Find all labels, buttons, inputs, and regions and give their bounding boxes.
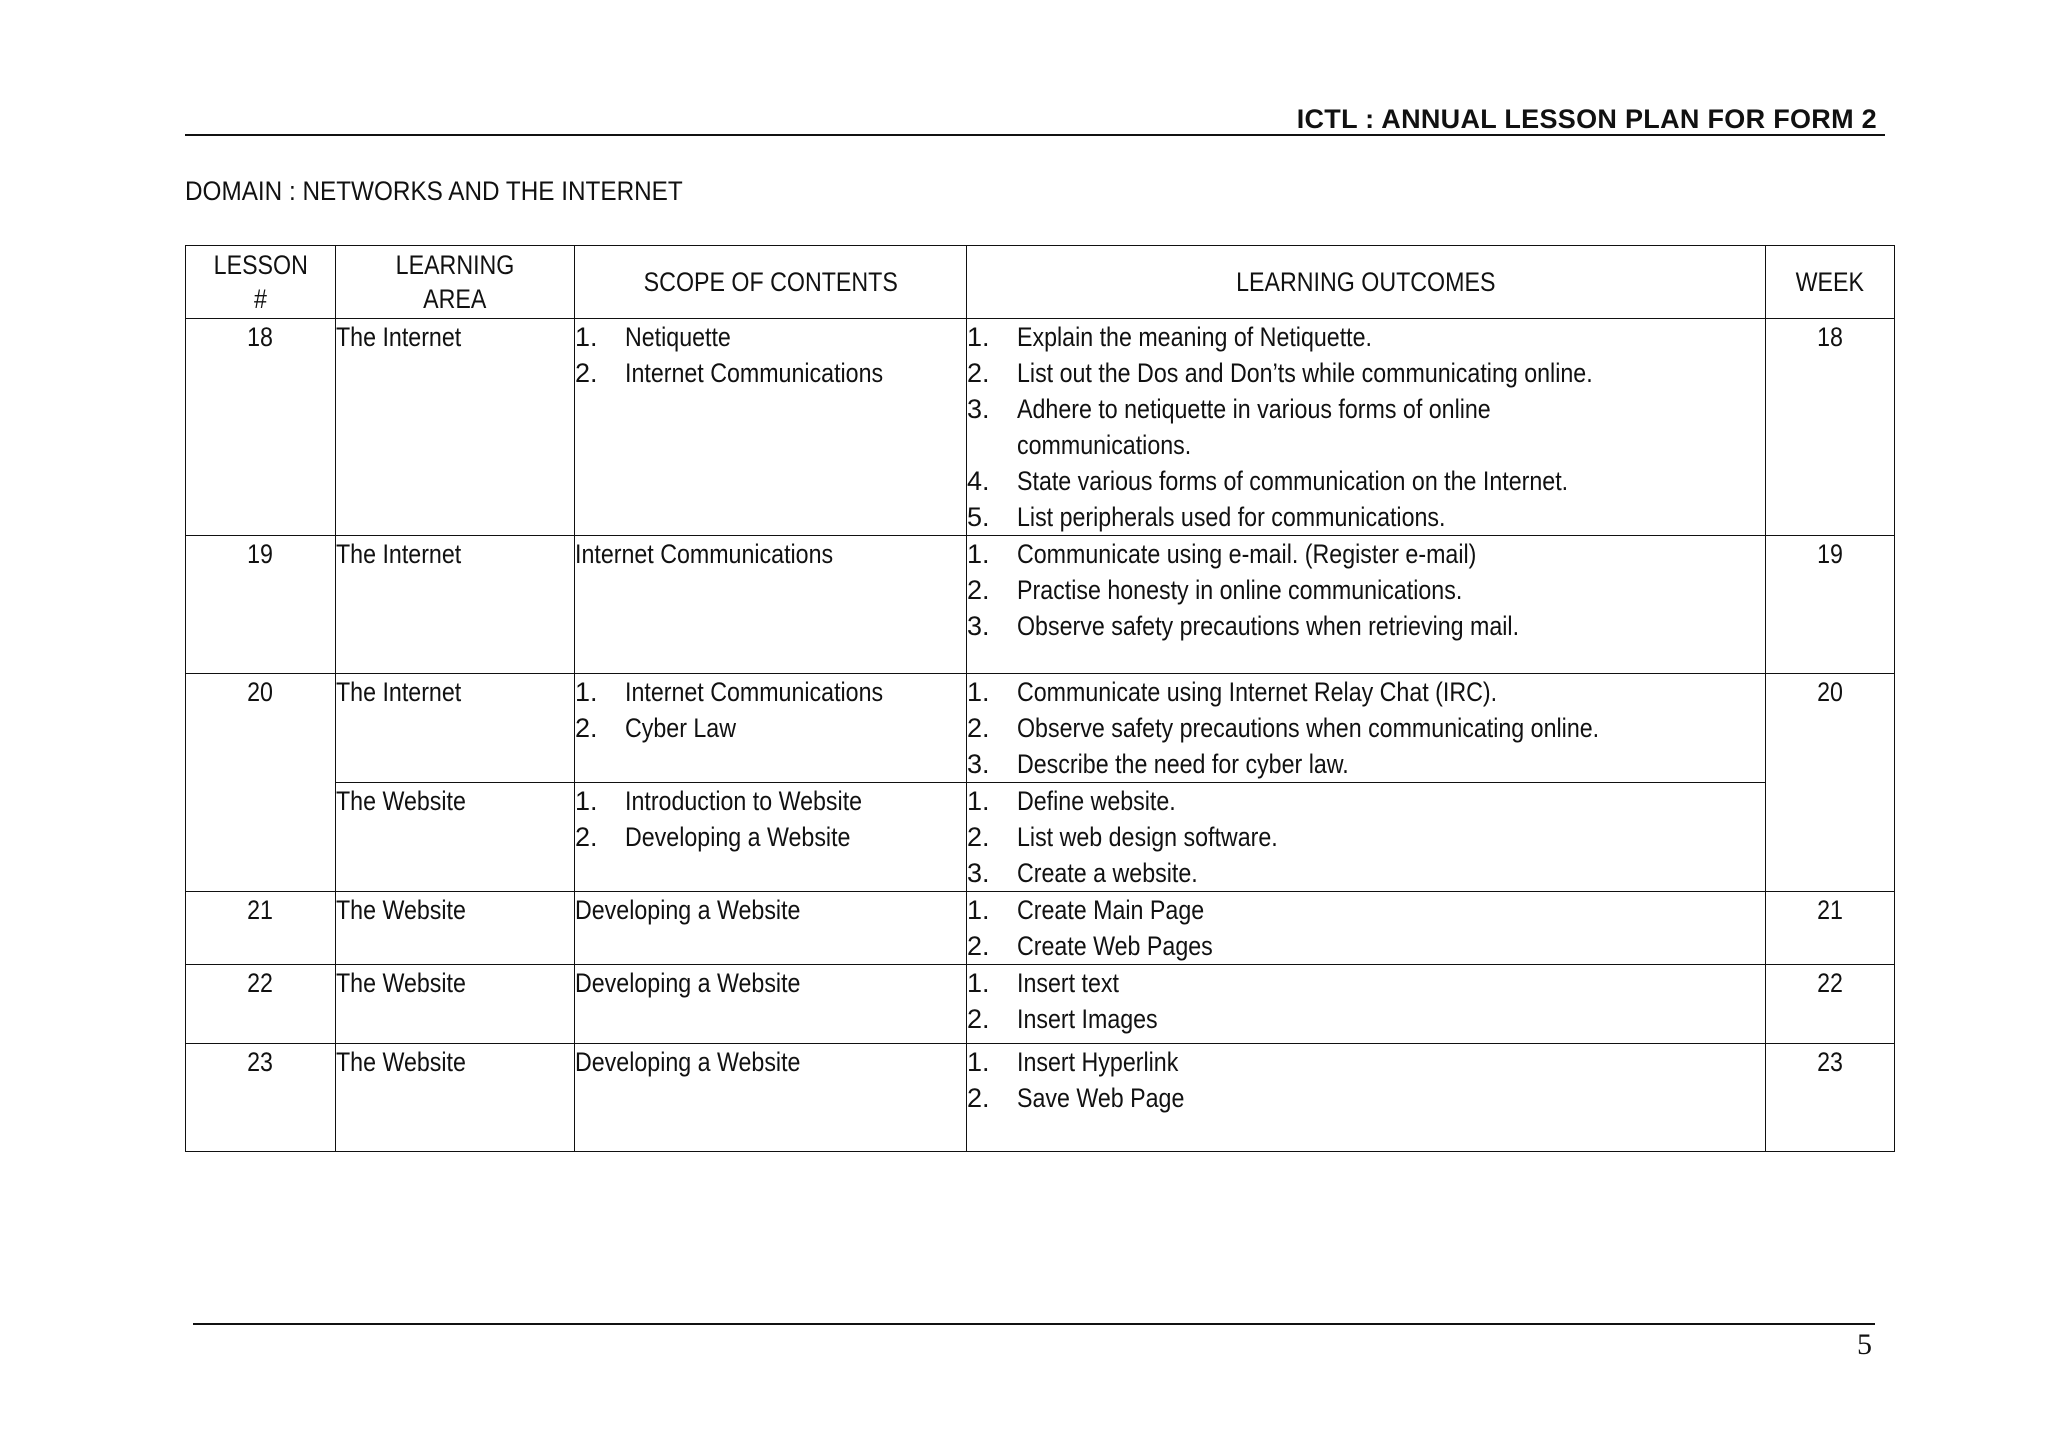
table-row bbox=[186, 674, 1895, 783]
week-number: 22 bbox=[1766, 965, 1895, 1044]
table-row bbox=[186, 319, 1895, 536]
list-item: 2. Developing a Website bbox=[575, 822, 851, 852]
column-header-scope: SCOPE OF CONTENTS bbox=[575, 246, 967, 319]
list-item: 2. List web design software. bbox=[967, 822, 1278, 852]
list-item: 3. Observe safety precautions when retrieving mail. bbox=[967, 611, 1520, 641]
lesson-number: 18 bbox=[186, 319, 336, 536]
list-item: 2. List out the Dos and Don’ts while communicating online. bbox=[967, 358, 1593, 388]
lesson-number: 20 bbox=[186, 674, 336, 892]
learning-outcomes bbox=[967, 319, 1766, 536]
learning-area: The Internet bbox=[336, 674, 575, 783]
list-item: 1. Internet Communications bbox=[575, 677, 884, 707]
learning-area: The Website bbox=[336, 1044, 575, 1152]
scope-of-contents bbox=[575, 319, 967, 536]
learning-outcomes bbox=[967, 674, 1766, 783]
list-item: 1. Netiquette bbox=[575, 322, 731, 352]
table-header-row bbox=[186, 246, 1895, 319]
list-item: 1. Communicate using e-mail. (Register e-mail) bbox=[967, 539, 1477, 569]
lesson-plan-table bbox=[185, 245, 1895, 1152]
week-number: 20 bbox=[1766, 674, 1895, 892]
column-header-outcomes: LEARNING OUTCOMES bbox=[967, 246, 1766, 319]
learning-outcomes bbox=[967, 783, 1766, 892]
learning-area: The Internet bbox=[336, 319, 575, 536]
list-item: 2. Cyber Law bbox=[575, 713, 736, 743]
list-item: 2. Insert Images bbox=[967, 1004, 1158, 1034]
learning-outcomes bbox=[967, 536, 1766, 674]
list-item: 1. Communicate using Internet Relay Chat (IRC). bbox=[967, 677, 1498, 707]
table-row bbox=[186, 783, 1895, 892]
scope-of-contents: Developing a Website bbox=[575, 1044, 967, 1152]
page-number: 5 bbox=[1857, 1328, 1872, 1361]
table-row bbox=[186, 536, 1895, 674]
learning-area: The Website bbox=[336, 965, 575, 1044]
scope-of-contents: Developing a Website bbox=[575, 965, 967, 1044]
learning-area: The Website bbox=[336, 783, 575, 892]
list-item: 1. Introduction to Website bbox=[575, 786, 863, 816]
list-item: 2. Practise honesty in online communications. bbox=[967, 575, 1463, 605]
list-item: 3. Create a website. bbox=[967, 858, 1198, 888]
list-item: 2. Create Web Pages bbox=[967, 931, 1213, 961]
table-row bbox=[186, 892, 1895, 965]
lesson-number: 22 bbox=[186, 965, 336, 1044]
list-item: 1. Define website. bbox=[967, 786, 1176, 816]
list-item: 2. Observe safety precautions when communicating online. bbox=[967, 713, 1600, 743]
week-number: 19 bbox=[1766, 536, 1895, 674]
footer-divider bbox=[193, 1323, 1875, 1325]
table-row bbox=[186, 1044, 1895, 1152]
page-header bbox=[185, 96, 1885, 136]
week-number: 21 bbox=[1766, 892, 1895, 965]
scope-of-contents bbox=[575, 674, 967, 783]
list-item: 1. Create Main Page bbox=[967, 895, 1205, 925]
lesson-number: 21 bbox=[186, 892, 336, 965]
lesson-number: 19 bbox=[186, 536, 336, 674]
list-item: 3. Describe the need for cyber law. bbox=[967, 749, 1349, 779]
learning-area: The Internet bbox=[336, 536, 575, 674]
list-item: 1. Insert Hyperlink bbox=[967, 1047, 1179, 1077]
column-header-lesson: LESSON # bbox=[186, 246, 336, 319]
list-item: 1. Insert text bbox=[967, 968, 1119, 998]
learning-outcomes bbox=[967, 892, 1766, 965]
lesson-number: 23 bbox=[186, 1044, 336, 1152]
scope-of-contents: Internet Communications bbox=[575, 536, 967, 674]
week-number: 23 bbox=[1766, 1044, 1895, 1152]
column-header-learning-area: LEARNING AREA bbox=[336, 246, 575, 319]
learning-area: The Website bbox=[336, 892, 575, 965]
learning-outcomes bbox=[967, 1044, 1766, 1152]
scope-of-contents bbox=[575, 783, 967, 892]
header-title: ICTL : ANNUAL LESSON PLAN FOR FORM 2 bbox=[1296, 104, 1877, 134]
table-row bbox=[186, 965, 1895, 1044]
learning-outcomes bbox=[967, 965, 1766, 1044]
list-item: 1. Explain the meaning of Netiquette. bbox=[967, 322, 1372, 352]
week-number: 18 bbox=[1766, 319, 1895, 536]
list-item: 2. Save Web Page bbox=[967, 1083, 1185, 1113]
domain-title: DOMAIN : NETWORKS AND THE INTERNET bbox=[185, 176, 683, 206]
list-item: 5. List peripherals used for communications. bbox=[967, 502, 1446, 532]
scope-of-contents: Developing a Website bbox=[575, 892, 967, 965]
list-item: 2. Internet Communications bbox=[575, 358, 884, 388]
column-header-week: WEEK bbox=[1766, 246, 1895, 319]
list-item: 3. Adhere to netiquette in various forms of online communications. bbox=[967, 394, 1491, 460]
list-item: 4. State various forms of communication on the Internet. bbox=[967, 466, 1569, 496]
